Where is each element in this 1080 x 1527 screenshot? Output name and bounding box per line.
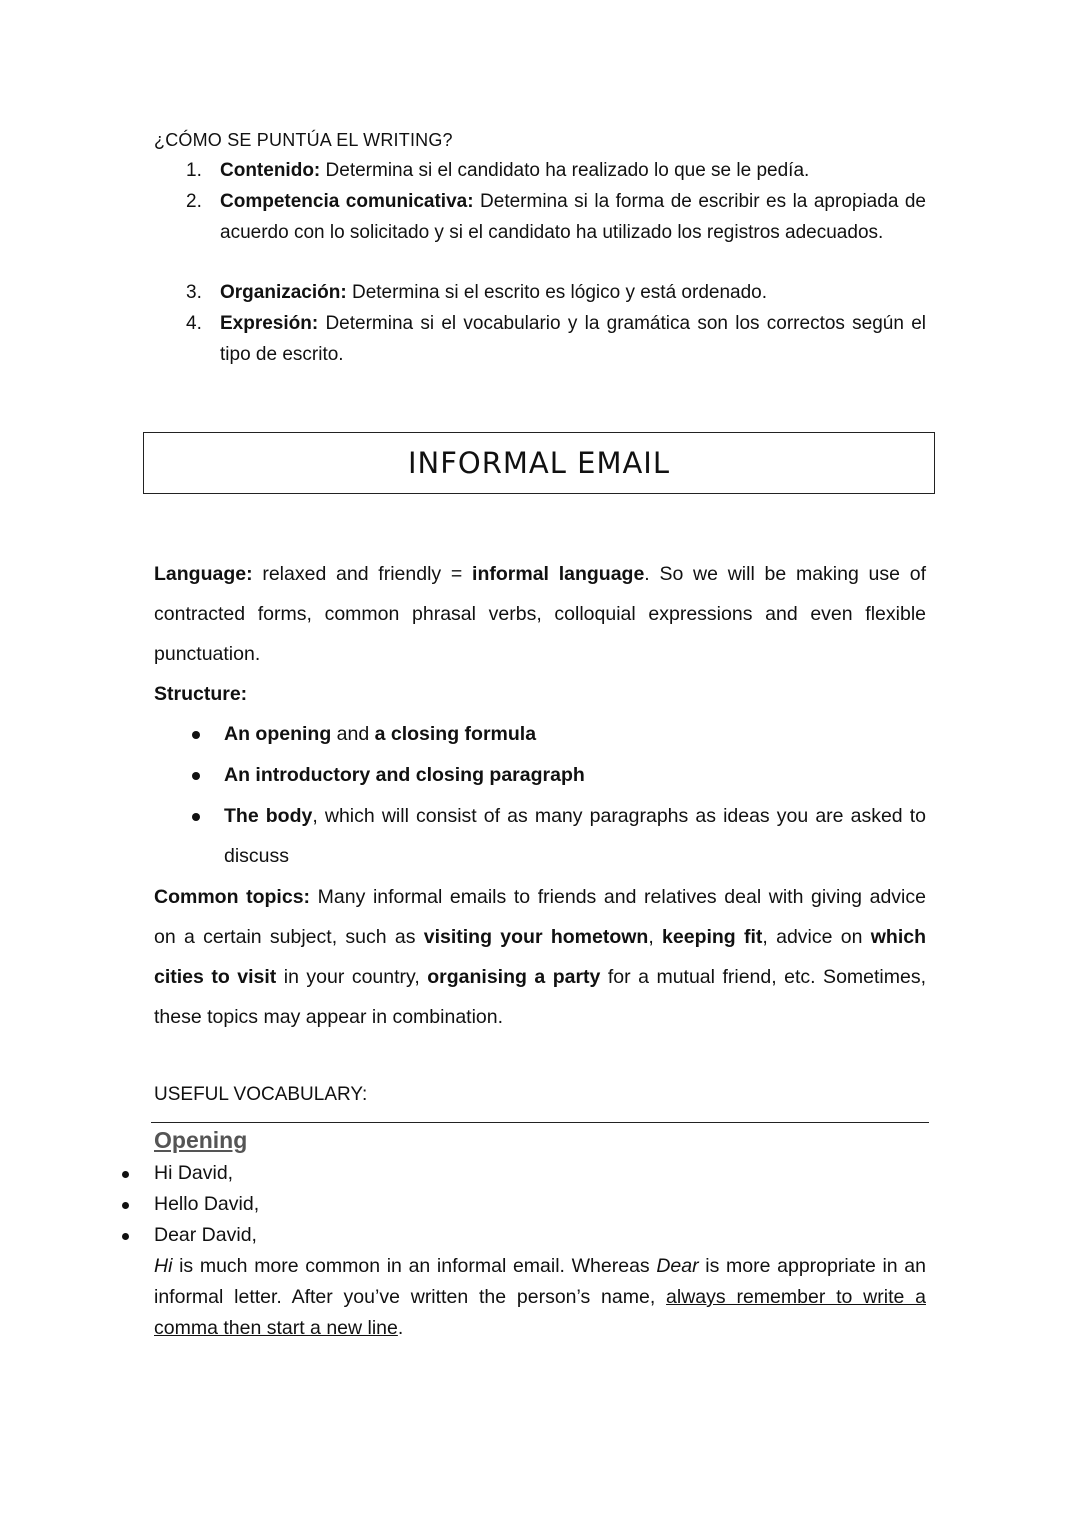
topics-label: Common topics: [154, 886, 311, 908]
bullet-icon [122, 1233, 129, 1240]
opening-note: Hi is much more common in an informal email. Whereas Dear is more appropriate in an informal letter. After you’ve written the person’s name, always remember to write a comma then start a new line. [154, 1255, 926, 1339]
criterion-number: 3. [186, 282, 202, 303]
criterion-desc: Determina si el candidato ha realizado lo que se le pedía. [320, 160, 810, 181]
bullet-icon [192, 772, 200, 780]
greeting-item: Hello David, [154, 1193, 260, 1215]
criterion-item [186, 278, 926, 309]
criterion-item [186, 156, 926, 187]
criterion-number: 2. [186, 191, 202, 212]
greeting-item: Hi David, [154, 1162, 234, 1184]
language-emphasis: informal language [472, 563, 645, 585]
language-text: . So we will be making use of contracted forms, common phrasal verbs, colloquial expressions and even flexible punctuation. [154, 563, 926, 665]
scoring-heading: ¿CÓMO SE PUNTÚA EL WRITING? [154, 130, 453, 150]
criterion-term: Competencia comunicativa: [220, 191, 474, 212]
opening-heading: Opening [154, 1127, 248, 1153]
language-label: Language: [154, 563, 253, 585]
bullet-icon [122, 1202, 129, 1209]
criterion-desc: Determina si la forma de escribir es la apropiada de acuerdo con lo solicitado y si el candidato ha utilizado los registros adecuados. [220, 191, 926, 243]
structure-heading: Structure: [154, 683, 248, 705]
bullet-icon [122, 1171, 129, 1178]
page-title: INFORMAL EMAIL [407, 446, 671, 480]
bullet-icon [192, 813, 200, 821]
criterion-number: 1. [186, 160, 202, 181]
structure-bullet: An opening and a closing formula [190, 714, 926, 755]
criterion-number: 4. [186, 313, 202, 334]
topics-paragraph: Common topics: Many informal emails to friends and relatives deal with giving advice on a certain subject, such as visiting your hometown, keeping fit, advice on which cities to visit in your country, organising a party for a mutual friend, etc. Sometimes, these topics may appear in combination. [154, 886, 927, 1028]
title-box [143, 432, 935, 494]
greeting-item: Dear David, [154, 1224, 257, 1246]
criterion-desc: Determina si el vocabulario y la gramática son los correctos según el tipo de escrito. [220, 313, 926, 365]
criterion-item [186, 187, 926, 248]
language-paragraph [154, 554, 926, 674]
criterion-term: Organización: [220, 282, 347, 303]
criterion-term: Contenido: [220, 160, 321, 181]
language-text: relaxed and friendly = [252, 563, 473, 585]
section-divider [151, 1122, 929, 1123]
bullet-icon [192, 731, 200, 739]
criterion-term: Expresión: [220, 313, 319, 334]
structure-bullet: The body, which will consist of as many paragraphs as ideas you are asked to discuss [190, 796, 926, 876]
criterion-item [186, 309, 926, 370]
criterion-desc: Determina si el escrito es lógico y está ordenado. [346, 282, 768, 303]
structure-bullet: An introductory and closing paragraph [190, 755, 926, 796]
vocabulary-heading: USEFUL VOCABULARY: [154, 1084, 368, 1105]
